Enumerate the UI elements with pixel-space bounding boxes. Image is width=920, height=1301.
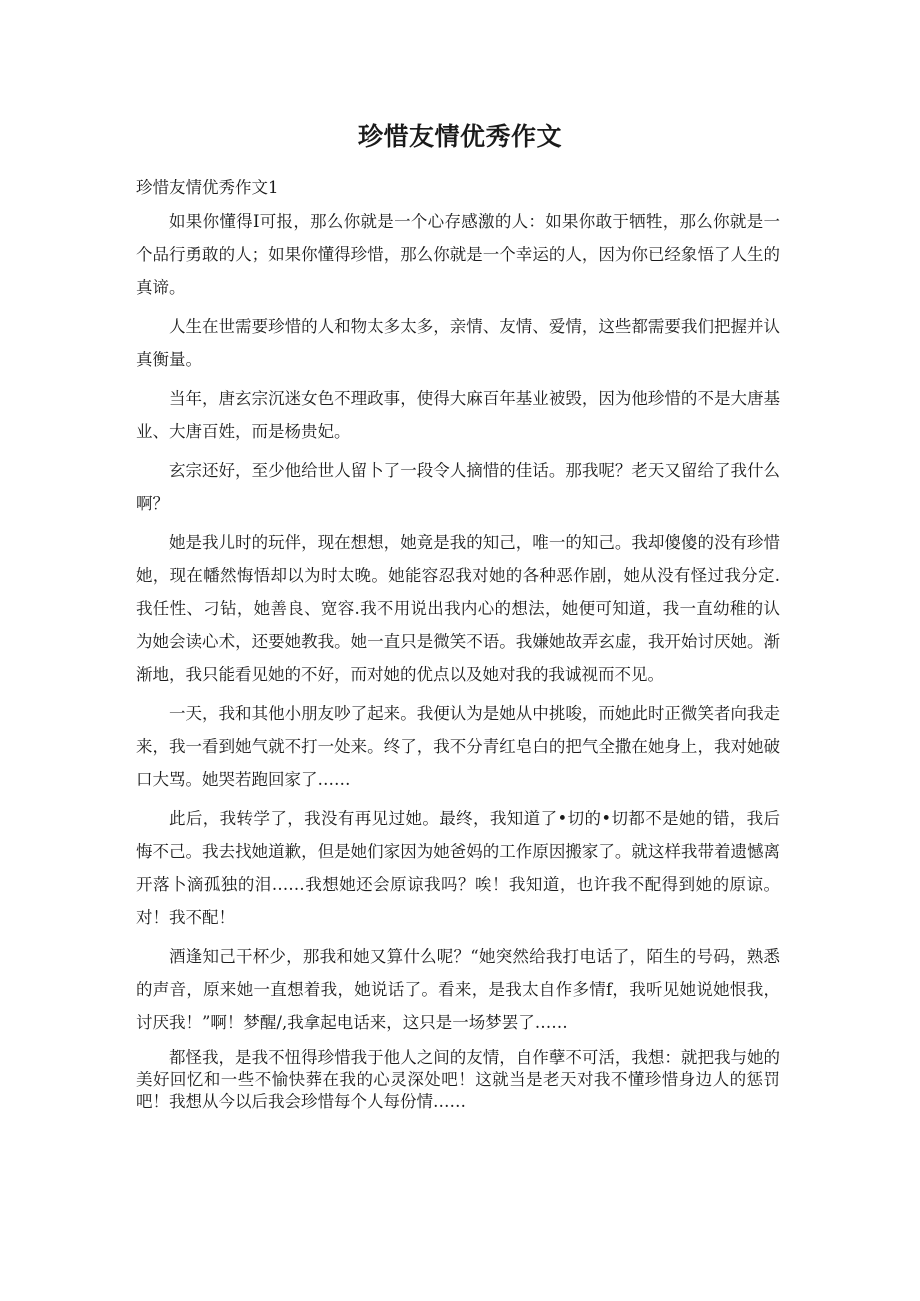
paragraph: 她是我儿时的玩伴，现在想想，她竟是我的知己，唯一的知己。我却傻傻的没有珍惜她，现在幡然悔悟却以为时太晚。她能容忍我对她的各种恶作剧，她从没有怪过我分定.我任性、刁钻，她善良、宽容.我不用说出我内心的想法，她便可知道，我一直幼稚的认为她会读心术，还要她教我。她一直只是微笑不语。我嫌她故弄玄虚，我开始讨厌她。渐渐地，我只能看见她的不好，而对她的优点以及她对我的我诚视而不见。 <box>136 533 780 684</box>
paragraph: 玄宗还好，至少他给世人留卜了一段令人摘惜的佳话。那我呢？老天又留给了我什么啊？ <box>136 461 780 513</box>
paragraph: 如果你懂得I可报，那么你就是一个心存感激的人：如果你敢于牺牲，那么你就是一个品行勇敢的人；如果你懂得珍惜，那么你就是一个幸运的人，因为你已经象悟了人生的真谛。 <box>136 212 780 297</box>
paragraph: 此后，我转学了，我没有再见过她。最终，我知道了•切的•切都不是她的错，我后悔不己。我去找她道歉，但是她们家因为她爸妈的工作原因搬家了。就这样我带着遗憾离开落卜滴孤独的泪……我想她还会原谅我吗？唉！我知道，也许我不配得到她的原谅。对！我不配！ <box>136 809 780 927</box>
document-title: 珍惜友情优秀作文 <box>357 122 562 151</box>
paragraph: 一天，我和其他小朋友吵了起来。我便认为是她从中挑唆，而她此时正微笑者向我走来，我一看到她气就不打一处来。终了，我不分青红皂白的把气全撒在她身上，我对她破口大骂。她哭若跑回家了…… <box>136 704 780 789</box>
paragraph: 都怪我，是我不忸得珍惜我于他人之间的友情，自作孽不可活，我想：就把我与她的美好回忆和一些不愉快葬在我的心灵深处吧！这就当是老天对我不懂珍惜身边人的惩罚吧！我想从今以后我会珍惜每个人每份情…… <box>136 1048 780 1111</box>
paragraph: 人生在世需要珍惜的人和物太多太多，亲情、友情、爱情，这些都需要我们把握并认真衡量。 <box>136 317 780 369</box>
essay-body <box>136 205 780 1119</box>
essay-subtitle: 珍惜友情优秀作文1 <box>136 178 279 197</box>
paragraph: 酒逢知己干杯少，那我和她又算什么呢？“她突然给我打电话了，陌生的号码，熟悉的声音，原来她一直想着我，她说话了。看来，是我太自作多情f，我听见她说她恨我，讨厌我！”啊！梦醒/,我拿起电话来，这只是一场梦罢了…… <box>136 947 780 1032</box>
paragraph: 当年，唐玄宗沉迷女色不理政事，使得大麻百年基业被毁，因为他珍惜的不是大唐基业、大唐百姓，而是杨贵妃。 <box>136 389 780 441</box>
